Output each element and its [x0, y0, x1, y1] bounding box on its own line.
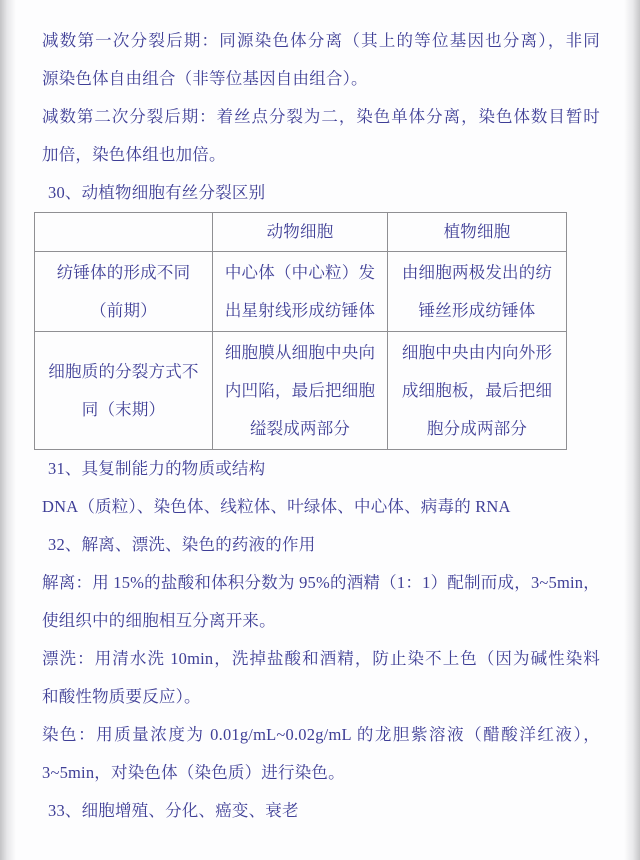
text-line: 和酸性物质要反应）。: [42, 687, 201, 706]
section-heading-30: 30、动植物细胞有丝分裂区别: [48, 183, 266, 202]
section-heading-31: 31、具复制能力的物质或结构: [48, 459, 266, 478]
plant-cell-value: [388, 332, 567, 450]
paragraph-dissociation: [42, 564, 600, 640]
table-header-plant-cell: 植物细胞: [388, 213, 567, 252]
text-line: 染色：用质量浓度为 0.01g/mL~0.02g/mL 的龙胆紫溶液（醋酸洋红液），: [42, 725, 600, 744]
mitosis-comparison-table: [34, 212, 567, 450]
paragraph-staining: [42, 716, 600, 792]
text-line: 3~5min，对染色体（染色质）进行染色。: [42, 763, 345, 782]
text-line: 漂洗：用清水洗 10min，洗掉盐酸和酒精，防止染不上色（因为碱性染料: [42, 649, 600, 668]
animal-cell-value: [213, 332, 388, 450]
section-heading-32: 32、解离、漂洗、染色的药液的作用: [48, 535, 316, 554]
table-header-row: [35, 213, 567, 252]
table-header-empty-cell: [35, 213, 213, 252]
cell-line: 纺锤体的形成不同: [56, 262, 191, 282]
cell-line: 出星射线形成纺锤体: [224, 300, 376, 320]
cell-line: 细胞中央由内向外形: [401, 342, 553, 362]
cell-line: 细胞膜从细胞中央向: [224, 342, 376, 362]
paragraph-replicable-structures: [42, 488, 600, 526]
plant-cell-value: [388, 252, 567, 332]
cell-line: 锤丝形成纺锤体: [418, 300, 536, 320]
section-heading-33: 33、细胞增殖、分化、癌变、衰老: [48, 801, 299, 820]
text-line: 减数第一次分裂后期：同源染色体分离（其上的等位基因也分离），非同: [42, 31, 600, 50]
table-header-animal-cell: 动物细胞: [213, 213, 388, 252]
table-row-cytokinesis: [35, 332, 567, 450]
text-line: 解离：用 15%的盐酸和体积分数为 95%的酒精（1：1）配制而成，3~5min，: [42, 573, 600, 592]
animal-cell-value: [213, 252, 388, 332]
text-line: 源染色体自由组合（非等位基因自由组合）。: [42, 69, 368, 88]
cell-line: 由细胞两极发出的纺: [401, 262, 553, 282]
text-line: 加倍，染色体组也加倍。: [42, 145, 226, 164]
cell-line: 成细胞板，最后把细: [401, 380, 553, 400]
text-line: DNA（质粒）、染色体、线粒体、叶绿体、中心体、病毒的 RNA: [42, 497, 511, 516]
row-label-cell: [35, 332, 213, 450]
cell-line: 细胞质的分裂方式不: [48, 361, 199, 381]
row-label-cell: [35, 252, 213, 332]
text-line: 使组织中的细胞相互分离开来。: [42, 611, 276, 630]
cell-line: 缢裂成两部分: [249, 418, 351, 438]
cell-line: 胞分成两部分: [426, 418, 528, 438]
cell-line: 内凹陷，最后把细胞: [224, 380, 376, 400]
text-line: 减数第二次分裂后期：着丝点分裂为二，染色单体分离，染色体数目暂时: [42, 107, 600, 126]
paragraph-rinsing: [42, 640, 600, 716]
table-row-spindle-formation: [35, 252, 567, 332]
cell-line: （前期）: [90, 300, 157, 320]
paragraph-meiosis-anaphase-2: [42, 98, 600, 174]
cell-line: 同（末期）: [81, 399, 166, 419]
paragraph-meiosis-anaphase-1: [42, 22, 600, 98]
cell-line: 中心体（中心粒）发: [224, 262, 376, 282]
